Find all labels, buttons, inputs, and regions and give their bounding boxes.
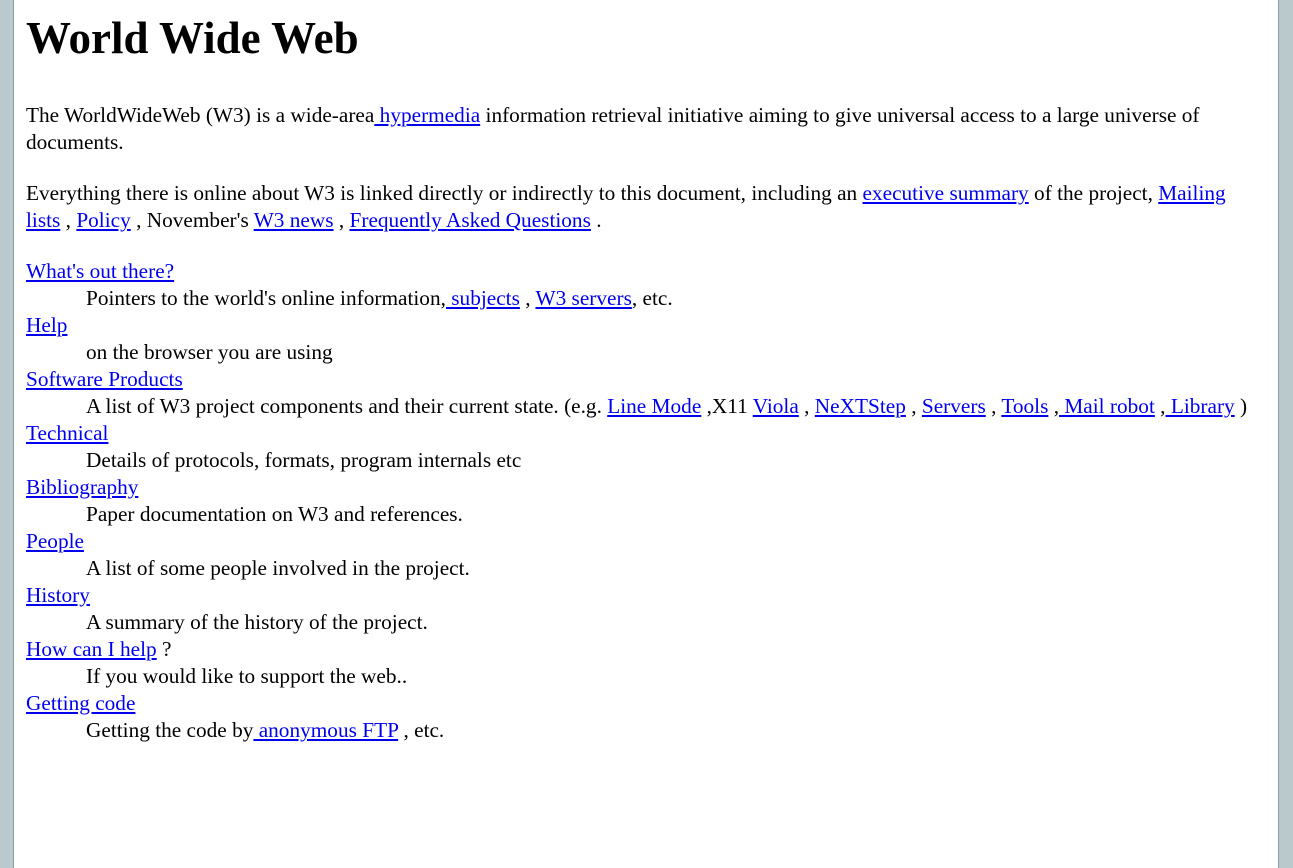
topic-description: Paper documentation on W3 and references. <box>86 502 463 526</box>
tools-link[interactable]: Tools <box>1001 394 1049 418</box>
intro-text: The WorldWideWeb (W3) is a wide-area <box>26 103 375 127</box>
topic-list <box>26 258 1256 744</box>
overview-paragraph <box>26 180 1256 234</box>
topic-desc-text: ,X11 <box>701 394 753 418</box>
w3-news-link[interactable]: W3 news <box>253 208 334 232</box>
overview-text: , November's <box>130 208 254 232</box>
intro-paragraph <box>26 102 1256 156</box>
topic-term <box>26 312 1256 339</box>
executive-summary-link[interactable]: executive summary <box>862 181 1029 205</box>
topic-term <box>26 582 1256 609</box>
help-link[interactable]: Help <box>26 313 68 337</box>
policy-link[interactable]: Policy <box>76 208 131 232</box>
mail-robot-link[interactable]: Mail robot <box>1059 394 1155 418</box>
topic-description: If you would like to support the web.. <box>86 664 408 688</box>
topic-term <box>26 258 1256 285</box>
how-can-i-help-link[interactable]: How can I help <box>26 637 157 661</box>
servers-link[interactable]: Servers <box>921 394 986 418</box>
topic-term <box>26 474 1256 501</box>
topic-desc-text: , <box>985 394 1002 418</box>
whats-out-there-link[interactable]: What's out there? <box>26 259 175 283</box>
topic-term <box>26 636 1256 663</box>
topic-description <box>86 393 1256 420</box>
topic-description: A summary of the history of the project. <box>86 610 428 634</box>
page-title: World Wide Web <box>26 13 359 63</box>
overview-text: , <box>333 208 350 232</box>
mailing-lists-link[interactable]: Mailing lists <box>26 181 1226 232</box>
intro-text: information retrieval initiative aiming to give universal access to a large universe of documents. <box>26 103 1200 154</box>
technical-link[interactable]: Technical <box>26 421 109 445</box>
topic-desc-text: ) <box>1234 394 1248 418</box>
topic-description: on the browser you are using <box>86 340 333 364</box>
topic-description <box>86 285 1256 312</box>
viola-link[interactable]: Viola <box>752 394 799 418</box>
topic-desc-text: , etc. <box>398 718 445 742</box>
overview-text: , <box>60 208 77 232</box>
topic-term <box>26 420 1256 447</box>
hypermedia-link[interactable]: hypermedia <box>374 103 481 127</box>
topic-desc-text: , <box>1154 394 1166 418</box>
overview-text: . <box>590 208 602 232</box>
getting-code-link[interactable]: Getting code <box>26 691 136 715</box>
history-link[interactable]: History <box>26 583 90 607</box>
topic-description: Details of protocols, formats, program internals etc <box>86 448 522 472</box>
topic-term <box>26 690 1256 717</box>
topic-term <box>26 528 1256 555</box>
w3-servers-link[interactable]: W3 servers <box>535 286 632 310</box>
topic-description <box>86 717 1256 744</box>
topic-term-suffix: ? <box>156 637 172 661</box>
bibliography-link[interactable]: Bibliography <box>26 475 139 499</box>
topic-desc-text: Getting the code by <box>86 718 254 742</box>
topic-desc-text: , <box>798 394 815 418</box>
anonymous-ftp-link[interactable]: anonymous FTP <box>253 718 399 742</box>
line-mode-link[interactable]: Line Mode <box>607 394 702 418</box>
topic-desc-text: , etc. <box>631 286 673 310</box>
topic-desc-text: , <box>905 394 922 418</box>
faq-link[interactable]: Frequently Asked Questions <box>349 208 591 232</box>
library-link[interactable]: Library <box>1165 394 1235 418</box>
page-viewport <box>13 0 1279 868</box>
nextstep-link[interactable]: NeXTStep <box>814 394 906 418</box>
topic-term <box>26 366 1256 393</box>
subjects-link[interactable]: subjects <box>445 286 520 310</box>
topic-desc-text: Pointers to the world's online information, <box>86 286 446 310</box>
topic-desc-text: A list of W3 project components and their current state. (e.g. <box>86 394 608 418</box>
overview-text: of the project, <box>1028 181 1159 205</box>
software-products-link[interactable]: Software Products <box>26 367 183 391</box>
people-link[interactable]: People <box>26 529 84 553</box>
topic-desc-text: , <box>1048 394 1060 418</box>
topic-desc-text: , <box>519 286 536 310</box>
topic-description: A list of some people involved in the project. <box>86 556 470 580</box>
overview-text: Everything there is online about W3 is linked directly or indirectly to this document, including an <box>26 181 863 205</box>
document-content <box>26 0 1256 744</box>
